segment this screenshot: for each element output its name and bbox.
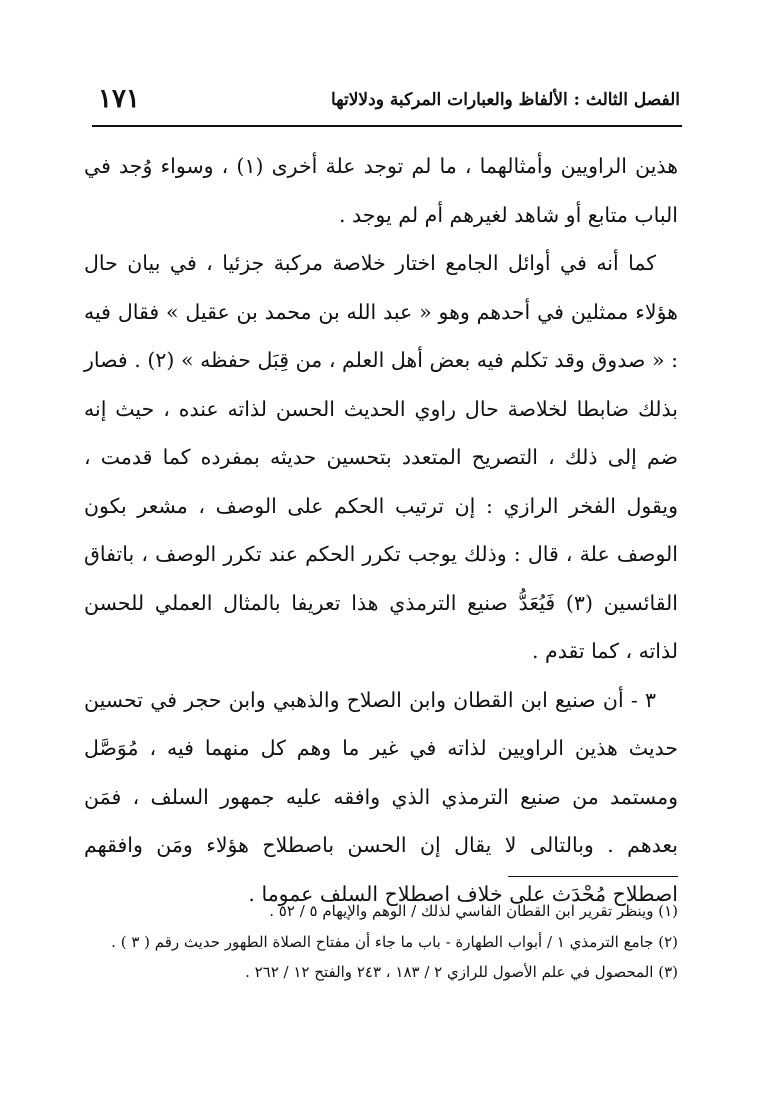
- paragraph-1: هذين الراويين وأمثالهما ، ما لم توجد علة أخرى (١) ، وسواء وُجد في الباب متابع أو شاهد لغيرهم أم لم يوجد .: [84, 154, 678, 227]
- footnote-1: (١) وينظر تقرير ابن القطان الفاسي لذلك / الوهم والإيهام ٥ / ٥٢ .: [269, 902, 678, 920]
- footnote-2: (٢) جامع الترمذي ١ / أبواب الطهارة - باب ما جاء أن مفتاح الصلاة الطهور حديث رقم ( ٣ ) .: [111, 932, 678, 951]
- paragraph-3: ٣ - أن صنيع ابن القطان وابن الصلاح والذهبي وابن حجر في تحسين حديث هذين الراويين لذاته في غير ما وهم كل منهما فيه ، مُوَصَّل ومستمد من صنيع الترمذي الذي وافقه عليه جمهور السلف ، فمَن بعدهم . وبالتالى لا يقال إن الحسن باصطلاح هؤلاء ومَن وافقهم اصطلاح مُحْدَث على خلاف اصطلاح السلف عموما .: [84, 687, 678, 906]
- paragraph-2: كما أنه في أوائل الجامع اختار خلاصة مركبة جزئيا ، في بيان حال هؤلاء ممثلين في أحدهم وهو « عبد الله بن محمد بن عقيل » فقال فيه : « صدوق وقد تكلم فيه بعض أهل العلم ، من قِبَل حفظه » (٢) . فصار بذلك ضابطا لخلاصة حال راوي الحديث الحسن لذاته عنده ، حيث إنه ضم إلى ذلك ، التصريح المتعدد بتحسين حديثه بمفرده كما قدمت ، ويقول الفخر الرازي : إن ترتيب الحكم على الوصف ، مشعر بكون الوصف علة ، قال : وذلك يوجب تكرر الحكم عند تكرر الوصف ، باتفاق القائسين (٣) فَيُعَدُّ صنيع الترمذي هذا تعريفا بالمثال العملي للحسن لذاته ، كما تقدم .: [84, 251, 679, 663]
- page-number: ١٧١: [98, 84, 140, 114]
- footnotes: [84, 896, 678, 988]
- chapter-title: الفصل الثالث : الألفاظ والعبارات المركبة ودلالاتها: [330, 90, 680, 110]
- running-header: [92, 84, 680, 124]
- footnote-rule: [508, 876, 678, 877]
- footnote-3: (٣) المحصول في علم الأصول للرازي ٢ / ١٨٣ ، ٢٤٣ والفتح ١٢ / ٢٦٢ .: [245, 963, 678, 981]
- main-text: [84, 142, 678, 918]
- header-rule: [92, 125, 682, 127]
